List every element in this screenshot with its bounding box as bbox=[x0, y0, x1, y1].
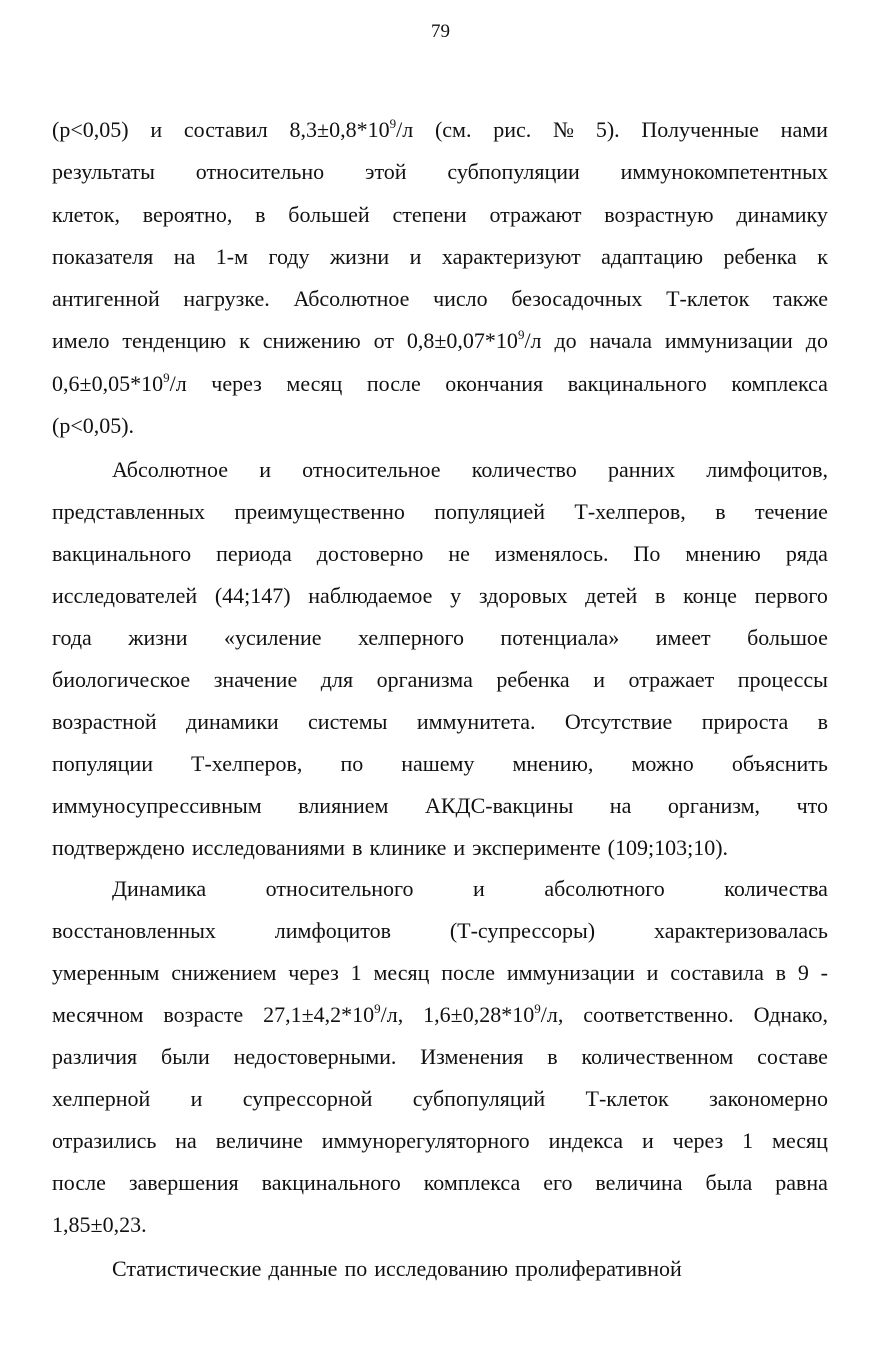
word: после bbox=[366, 371, 421, 396]
exponent: 9 bbox=[389, 115, 397, 131]
text-line bbox=[52, 791, 828, 821]
word: (44;147) bbox=[214, 583, 291, 608]
text-line bbox=[52, 497, 828, 527]
exponent: 9 bbox=[534, 1000, 541, 1016]
word: «усиление bbox=[223, 625, 322, 650]
word: после bbox=[52, 1170, 106, 1195]
word: закономерно bbox=[709, 1086, 828, 1111]
word: нашему bbox=[401, 751, 475, 776]
word: что bbox=[796, 793, 828, 818]
word: популяцией bbox=[434, 499, 546, 524]
text-line bbox=[52, 284, 828, 314]
word: недостоверными. bbox=[233, 1044, 397, 1069]
text-line bbox=[52, 1210, 828, 1240]
word: детей bbox=[585, 583, 638, 608]
word: Изменения bbox=[420, 1044, 524, 1069]
word: 8,3±0,8*10 bbox=[289, 117, 390, 142]
word: этой bbox=[365, 159, 407, 184]
word: Т-хелперов, bbox=[191, 751, 303, 776]
word: снижением bbox=[171, 960, 277, 985]
text-line bbox=[52, 539, 828, 569]
word: субпопуляции bbox=[447, 159, 580, 184]
word: характеризовалась bbox=[654, 918, 828, 943]
word: в bbox=[255, 202, 266, 227]
text-line bbox=[52, 1000, 828, 1030]
word: иммунизации bbox=[506, 960, 635, 985]
word: году bbox=[268, 244, 310, 269]
word: отражают bbox=[489, 202, 582, 227]
word: Т-хелперов, bbox=[574, 499, 686, 524]
word: соответственно. bbox=[583, 1002, 734, 1027]
word: и bbox=[593, 667, 606, 692]
word: возрастную bbox=[604, 202, 714, 227]
word: индекса bbox=[548, 1128, 624, 1153]
word: хелперного bbox=[357, 625, 464, 650]
word: составе bbox=[757, 1044, 828, 1069]
text-line bbox=[52, 157, 828, 187]
word: исследованию bbox=[374, 1256, 509, 1281]
word: прироста bbox=[701, 709, 789, 734]
word: жизни bbox=[128, 625, 188, 650]
text-line bbox=[112, 874, 828, 904]
word: окончания bbox=[445, 371, 544, 396]
word: по bbox=[344, 1256, 368, 1281]
word: месяц bbox=[772, 1128, 828, 1153]
word: ребенка bbox=[723, 244, 797, 269]
word: клинике bbox=[369, 835, 447, 860]
word: № bbox=[553, 117, 575, 142]
word: комплекса bbox=[423, 1170, 521, 1195]
word: исследователей bbox=[52, 583, 198, 608]
word: биологическое bbox=[52, 667, 191, 692]
text-line bbox=[52, 369, 828, 399]
word: от bbox=[373, 328, 394, 353]
word: не bbox=[448, 541, 470, 566]
word: жизни bbox=[329, 244, 390, 269]
word: достоверно bbox=[316, 541, 424, 566]
word: снижению bbox=[262, 328, 361, 353]
word: иммунитета. bbox=[416, 709, 536, 734]
word: субпопуляций bbox=[412, 1086, 546, 1111]
word: мнению, bbox=[512, 751, 594, 776]
word: составила bbox=[670, 960, 764, 985]
word: преимущественно bbox=[234, 499, 405, 524]
word: исследованиями bbox=[191, 835, 346, 860]
word: вакцинального bbox=[52, 541, 192, 566]
word: отразились bbox=[52, 1128, 157, 1153]
word: и bbox=[646, 960, 659, 985]
word: вакцинального bbox=[261, 1170, 401, 1195]
word: восстановленных bbox=[52, 918, 216, 943]
word: и bbox=[473, 876, 485, 901]
word: супрессорной bbox=[242, 1086, 373, 1111]
word: через bbox=[672, 1128, 724, 1153]
word: величине bbox=[215, 1128, 303, 1153]
word: отражает bbox=[628, 667, 715, 692]
word: в bbox=[715, 499, 726, 524]
word: данные bbox=[268, 1256, 338, 1281]
word: 1,6±0,28*10 bbox=[423, 1002, 535, 1027]
word: нагрузке. bbox=[183, 286, 270, 311]
word: течение bbox=[754, 499, 828, 524]
word: антигенной bbox=[52, 286, 160, 311]
word: умеренным bbox=[52, 960, 160, 985]
word: количество bbox=[471, 457, 577, 482]
word: число bbox=[433, 286, 488, 311]
word: лимфоцитов bbox=[274, 918, 391, 943]
word: вакцинального bbox=[567, 371, 707, 396]
word: ребенка bbox=[496, 667, 570, 692]
word: месячном bbox=[52, 1002, 144, 1027]
exponent: 9 bbox=[517, 326, 525, 342]
word: по bbox=[340, 751, 364, 776]
text-line bbox=[112, 1254, 828, 1284]
word: 1,85±0,23. bbox=[52, 1212, 147, 1237]
word: возрастной bbox=[52, 709, 157, 734]
value-with-exponent bbox=[407, 326, 542, 356]
word: представленных bbox=[52, 499, 206, 524]
word: тенденцию bbox=[122, 328, 227, 353]
word: количества bbox=[724, 876, 828, 901]
word: ряда bbox=[785, 541, 828, 566]
word: к bbox=[239, 328, 250, 353]
text-line bbox=[52, 242, 828, 272]
text-line bbox=[52, 1168, 828, 1198]
word: комплекса bbox=[731, 371, 828, 396]
word: и bbox=[453, 835, 466, 860]
word: организм, bbox=[667, 793, 761, 818]
word: года bbox=[52, 625, 92, 650]
word: значение bbox=[213, 667, 298, 692]
word: до bbox=[554, 328, 577, 353]
text-line bbox=[52, 916, 828, 946]
text-line bbox=[52, 707, 828, 737]
word: составил bbox=[183, 117, 268, 142]
word: эксперименте bbox=[472, 835, 601, 860]
word: равна bbox=[775, 1170, 828, 1195]
word: в bbox=[654, 583, 666, 608]
word: безосадочных bbox=[511, 286, 643, 311]
word: также bbox=[772, 286, 828, 311]
word: 0,6±0,05*10 bbox=[52, 371, 164, 396]
word: здоровых bbox=[478, 583, 568, 608]
word: относительного bbox=[265, 876, 414, 901]
word: - bbox=[820, 960, 828, 985]
word: По bbox=[633, 541, 661, 566]
word: завершения bbox=[128, 1170, 239, 1195]
word: и bbox=[150, 117, 163, 142]
word: клеток, bbox=[52, 202, 120, 227]
word: периода bbox=[216, 541, 292, 566]
word: после bbox=[441, 960, 496, 985]
word: ранних bbox=[608, 457, 676, 482]
page-number: 79 bbox=[431, 21, 450, 42]
word: нами bbox=[780, 117, 828, 142]
word: и bbox=[641, 1128, 654, 1153]
word: результаты bbox=[52, 159, 155, 184]
word: Абсолютное bbox=[293, 286, 410, 311]
word: изменялось. bbox=[494, 541, 609, 566]
word: и bbox=[409, 244, 422, 269]
word: (109;103;10). bbox=[607, 835, 729, 860]
word: степени bbox=[392, 202, 467, 227]
word: наблюдаемое bbox=[308, 583, 433, 608]
text-line bbox=[52, 581, 828, 611]
word: иммунокомпетентных bbox=[620, 159, 828, 184]
word: /л bbox=[396, 117, 414, 142]
word: /л, bbox=[540, 1002, 564, 1027]
word: иммунорегуляторного bbox=[321, 1128, 530, 1153]
word: (см. bbox=[434, 117, 472, 142]
word: иммунизации bbox=[664, 328, 793, 353]
word: Т-клеток bbox=[585, 1086, 669, 1111]
text-line bbox=[52, 1084, 828, 1114]
word: пролиферативной bbox=[515, 1256, 682, 1281]
text-line bbox=[52, 958, 828, 988]
word: объяснить bbox=[731, 751, 828, 776]
word: лимфоцитов, bbox=[706, 457, 828, 482]
word: (Т-супрессоры) bbox=[449, 918, 596, 943]
exponent: 9 bbox=[374, 1000, 381, 1016]
word: /л, bbox=[380, 1002, 404, 1027]
word: характеризуют bbox=[441, 244, 581, 269]
word: 5). bbox=[595, 117, 620, 142]
word: 0,8±0,07*10 bbox=[406, 328, 518, 353]
word: через bbox=[211, 371, 262, 396]
text-line bbox=[52, 115, 828, 145]
value-with-exponent bbox=[263, 1000, 403, 1030]
word: можно bbox=[631, 751, 694, 776]
word: Отсутствие bbox=[564, 709, 673, 734]
word: и bbox=[190, 1086, 203, 1111]
word: относительно bbox=[195, 159, 325, 184]
word: и bbox=[259, 457, 271, 482]
word: в bbox=[547, 1044, 558, 1069]
value-with-exponent bbox=[52, 369, 187, 399]
text-line bbox=[52, 623, 828, 653]
word: количественном bbox=[581, 1044, 734, 1069]
word: была bbox=[705, 1170, 753, 1195]
text-line bbox=[52, 665, 828, 695]
word: возрасте bbox=[163, 1002, 244, 1027]
word: адаптацию bbox=[601, 244, 704, 269]
word: Статистические bbox=[112, 1256, 262, 1281]
word: мнению bbox=[685, 541, 761, 566]
word: рис. bbox=[493, 117, 532, 142]
text-line bbox=[52, 749, 828, 779]
word: на bbox=[175, 1128, 197, 1153]
text-line bbox=[52, 1042, 828, 1072]
text-line bbox=[52, 411, 828, 441]
word: 9 bbox=[797, 960, 809, 985]
word: Полученные bbox=[641, 117, 759, 142]
word: месяц bbox=[373, 960, 430, 985]
word: Однако, bbox=[753, 1002, 828, 1027]
value-with-exponent bbox=[423, 1000, 563, 1030]
word: первого bbox=[754, 583, 828, 608]
word: большей bbox=[288, 202, 370, 227]
word: для bbox=[320, 667, 354, 692]
word: хелперной bbox=[52, 1086, 151, 1111]
word: (р<0,05). bbox=[52, 413, 135, 438]
word: (р<0,05) bbox=[52, 117, 129, 142]
word: потенциала» bbox=[500, 625, 620, 650]
word: /л bbox=[169, 371, 187, 396]
word: процессы bbox=[737, 667, 828, 692]
word: в bbox=[817, 709, 828, 734]
word: различия bbox=[52, 1044, 138, 1069]
word: 27,1±4,2*10 bbox=[263, 1002, 375, 1027]
word: динамику bbox=[736, 202, 828, 227]
word: величина bbox=[595, 1170, 683, 1195]
word: Абсолютное bbox=[112, 457, 228, 482]
word: месяц bbox=[286, 371, 343, 396]
word: через bbox=[288, 960, 339, 985]
word: к bbox=[817, 244, 828, 269]
word: имело bbox=[52, 328, 110, 353]
word: начала bbox=[589, 328, 652, 353]
word: относительное bbox=[302, 457, 441, 482]
text-line bbox=[52, 200, 828, 230]
word: АКДС-вакцины bbox=[425, 793, 574, 818]
word: 1 bbox=[350, 960, 362, 985]
word: иммуносупрессивным bbox=[52, 793, 262, 818]
word: динамики bbox=[186, 709, 279, 734]
word: /л bbox=[524, 328, 542, 353]
word: показателя bbox=[52, 244, 154, 269]
word: были bbox=[161, 1044, 210, 1069]
word: до bbox=[805, 328, 828, 353]
text-line bbox=[52, 833, 828, 863]
word: в bbox=[352, 835, 363, 860]
value-with-exponent bbox=[290, 115, 414, 145]
word: системы bbox=[308, 709, 388, 734]
word: подтверждено bbox=[52, 835, 185, 860]
word: имеет bbox=[655, 625, 711, 650]
word: у bbox=[450, 583, 462, 608]
word: 1 bbox=[742, 1128, 754, 1153]
text-line bbox=[52, 1126, 828, 1156]
exponent: 9 bbox=[163, 369, 170, 385]
word: популяции bbox=[52, 751, 153, 776]
word: Т-клеток bbox=[666, 286, 750, 311]
word: в bbox=[775, 960, 787, 985]
word: абсолютного bbox=[544, 876, 665, 901]
word: его bbox=[543, 1170, 573, 1195]
word: Динамика bbox=[112, 876, 207, 901]
word: вероятно, bbox=[142, 202, 233, 227]
word: на bbox=[609, 793, 632, 818]
word: организма bbox=[376, 667, 473, 692]
word: конце bbox=[683, 583, 737, 608]
text-line bbox=[52, 326, 828, 356]
word: на bbox=[173, 244, 196, 269]
word: большое bbox=[747, 625, 828, 650]
word: 1-м bbox=[215, 244, 248, 269]
text-line bbox=[112, 455, 828, 485]
word: влиянием bbox=[298, 793, 389, 818]
